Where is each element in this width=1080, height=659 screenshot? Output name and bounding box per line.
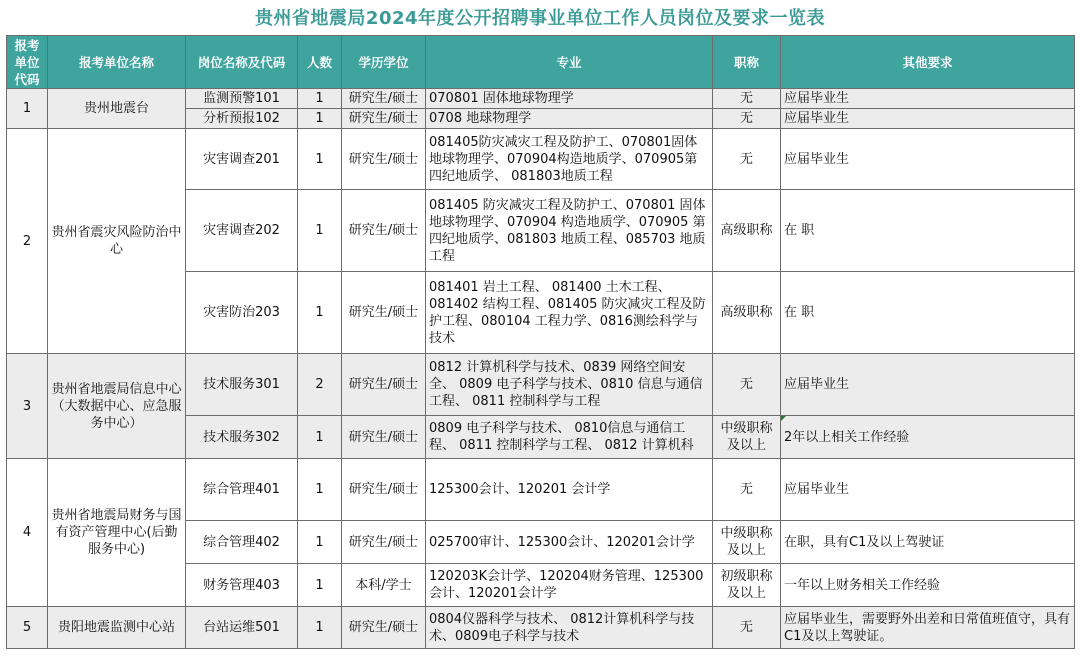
post-count: 1	[298, 129, 342, 190]
post-title-req: 无	[713, 109, 781, 129]
post-name: 分析预报102	[186, 109, 298, 129]
post-title-req: 无	[713, 129, 781, 190]
post-other: 应届毕业生	[781, 89, 1075, 109]
post-education: 研究生/硕士	[342, 190, 426, 272]
header-row	[7, 36, 1075, 89]
table-row	[7, 354, 1075, 416]
post-name: 灾害防治203	[186, 272, 298, 354]
post-other: 一年以上财务相关工作经验	[781, 564, 1075, 607]
page-title: 贵州省地震局2024年度公开招聘事业单位工作人员岗位及要求一览表	[254, 8, 826, 29]
post-major: 120203K会计学、120204财务管理、125300会计、120201会计学	[426, 564, 713, 607]
header-other: 其他要求	[781, 36, 1075, 89]
post-major: 0708 地球物理学	[426, 109, 713, 129]
post-education: 研究生/硕士	[342, 89, 426, 109]
post-other: 在职，具有C1及以上驾驶证	[781, 521, 1075, 564]
post-title-req: 中级职称及以上	[713, 416, 781, 459]
post-name: 台站运维501	[186, 607, 298, 649]
unit-name: 贵阳地震监测中心站	[48, 607, 186, 649]
post-major: 025700审计、125300会计、120201会计学	[426, 521, 713, 564]
header-unit-name: 报考单位名称	[48, 36, 186, 89]
post-education: 研究生/硕士	[342, 109, 426, 129]
unit-code: 3	[7, 354, 48, 459]
post-major: 070801 固体地球物理学	[426, 89, 713, 109]
unit-name: 贵州省震灾风险防治中心	[48, 129, 186, 354]
post-education: 研究生/硕士	[342, 129, 426, 190]
header-code-line: 报考	[14, 37, 40, 53]
post-other: 应届毕业生	[781, 354, 1075, 416]
post-other: 在 职	[781, 190, 1075, 272]
post-title-req: 初级职称及以上	[713, 564, 781, 607]
post-major: 0804仪器科学与技术、 0812计算机科学与技术、0809电子科学与技术	[426, 607, 713, 649]
post-name: 综合管理402	[186, 521, 298, 564]
header-title: 职称	[713, 36, 781, 89]
post-name: 财务管理403	[186, 564, 298, 607]
unit-code: 5	[7, 607, 48, 649]
unit-code: 2	[7, 129, 48, 354]
post-count: 1	[298, 89, 342, 109]
post-name: 技术服务301	[186, 354, 298, 416]
post-education: 研究生/硕士	[342, 607, 426, 649]
post-count: 1	[298, 521, 342, 564]
post-title-req: 高级职称	[713, 272, 781, 354]
post-name: 技术服务302	[186, 416, 298, 459]
post-education: 研究生/硕士	[342, 459, 426, 521]
post-other: 应届毕业生	[781, 109, 1075, 129]
recruitment-table	[6, 35, 1075, 649]
post-count: 1	[298, 190, 342, 272]
header-code-line: 单位	[14, 54, 40, 70]
post-count: 1	[298, 272, 342, 354]
post-title-req: 无	[713, 459, 781, 521]
header-post: 岗位名称及代码	[186, 36, 298, 89]
post-name: 监测预警101	[186, 89, 298, 109]
header-code-line: 代码	[14, 71, 40, 87]
post-title-req: 高级职称	[713, 190, 781, 272]
table-row	[7, 129, 1075, 190]
header-code	[7, 36, 48, 89]
post-education: 研究生/硕士	[342, 416, 426, 459]
post-other: 应届毕业生，需要野外出差和日常值班值守，具有C1及以上驾驶证。	[781, 607, 1075, 649]
unit-name: 贵州省地震局信息中心（大数据中心、应急服务中心）	[48, 354, 186, 459]
post-title-req: 无	[713, 354, 781, 416]
post-other	[781, 416, 1075, 459]
post-other-text: 2年以上相关工作经验	[784, 429, 910, 445]
post-name: 灾害调查201	[186, 129, 298, 190]
post-major: 0812 计算机科学与技术、0839 网络空间安全、 0809 电子科学与技术、0810 信息与通信工程、 0811 控制科学与工程	[426, 354, 713, 416]
post-major: 125300会计、120201 会计学	[426, 459, 713, 521]
unit-code: 1	[7, 89, 48, 129]
post-major: 081405防灾减灾工程及防护工、070801固体地球物理学、070904构造地质学、070905第四纪地质学、 081803地质工程	[426, 129, 713, 190]
header-count: 人数	[298, 36, 342, 89]
cell-comment-marker	[781, 416, 786, 421]
table-row	[7, 459, 1075, 521]
post-count: 1	[298, 109, 342, 129]
post-major: 0809 电子科学与技术、 0810信息与通信工程、 0811 控制科学与工程、 0812 计算机科	[426, 416, 713, 459]
post-title-req: 中级职称及以上	[713, 521, 781, 564]
post-count: 1	[298, 564, 342, 607]
unit-code: 4	[7, 459, 48, 607]
table-row	[7, 89, 1075, 109]
header-major: 专业	[426, 36, 713, 89]
table-row	[7, 607, 1075, 649]
post-education: 本科/学士	[342, 564, 426, 607]
post-title-req: 无	[713, 607, 781, 649]
post-education: 研究生/硕士	[342, 521, 426, 564]
post-major: 081405 防灾减灾工程及防护工、070801 固体地球物理学、070904 构造地质学、070905 第四纪地质学、081803 地质工程、085703 地质工程	[426, 190, 713, 272]
post-major: 081401 岩土工程、 081400 土木工程、081402 结构工程、081405 防灾减灾工程及防护工程、080104 工程力学、0816测绘科学与技术	[426, 272, 713, 354]
post-name: 综合管理401	[186, 459, 298, 521]
post-count: 1	[298, 607, 342, 649]
post-title-req: 无	[713, 89, 781, 109]
unit-name: 贵州省地震局财务与国有资产管理中心(后勤服务中心)	[48, 459, 186, 607]
post-name: 灾害调查202	[186, 190, 298, 272]
post-count: 1	[298, 459, 342, 521]
post-count: 2	[298, 354, 342, 416]
unit-name: 贵州地震台	[48, 89, 186, 129]
post-other: 应届毕业生	[781, 459, 1075, 521]
post-other: 在 职	[781, 272, 1075, 354]
post-education: 研究生/硕士	[342, 354, 426, 416]
header-education: 学历学位	[342, 36, 426, 89]
post-count: 1	[298, 416, 342, 459]
post-other: 应届毕业生	[781, 129, 1075, 190]
post-education: 研究生/硕士	[342, 272, 426, 354]
